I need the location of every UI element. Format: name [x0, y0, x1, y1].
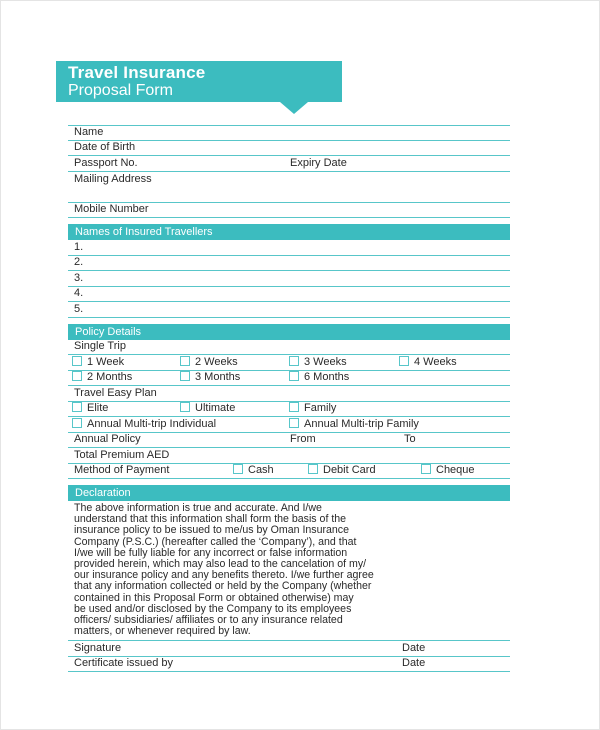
annual-policy-label: Annual Policy	[74, 433, 141, 445]
duration-row-1	[68, 355, 510, 371]
traveller-row[interactable]	[68, 271, 510, 287]
to-label: To	[404, 433, 416, 445]
signature-row[interactable]	[68, 641, 510, 657]
single-trip-label: Single Trip	[74, 340, 126, 352]
traveller-row[interactable]	[68, 302, 510, 318]
signature-date-label: Date	[402, 641, 426, 654]
plan-option-elite[interactable]: Elite	[72, 401, 108, 416]
form-subtitle: Proposal Form	[68, 82, 173, 99]
from-label: From	[290, 433, 316, 445]
address-row[interactable]	[68, 172, 510, 203]
certificate-row[interactable]	[68, 657, 510, 673]
passport-label: Passport No.	[74, 156, 138, 169]
mobile-label: Mobile Number	[74, 203, 149, 215]
signature-label: Signature	[74, 641, 122, 654]
payment-debit-option[interactable]: Debit Card	[308, 463, 376, 478]
declaration-section-header: Declaration	[68, 485, 510, 501]
checkbox-icon[interactable]	[72, 418, 82, 428]
checkbox-icon[interactable]	[180, 356, 190, 366]
annual-policy-row[interactable]	[68, 433, 510, 449]
traveller-row[interactable]	[68, 256, 510, 272]
duration-option[interactable]: 3 Months	[180, 370, 240, 385]
certificate-label: Certificate issued by	[74, 657, 174, 670]
duration-option[interactable]: 6 Months	[289, 370, 349, 385]
checkbox-icon[interactable]	[421, 464, 431, 474]
travellers-section-header: Names of Insured Travellers	[68, 224, 510, 240]
single-trip-row	[68, 340, 510, 356]
traveller-number: 2.	[74, 256, 84, 268]
expiry-label: Expiry Date	[290, 156, 347, 169]
plan-row	[68, 402, 510, 418]
duration-option[interactable]: 2 Weeks	[180, 355, 238, 370]
form-title: Travel Insurance	[68, 63, 206, 82]
traveller-number: 3.	[74, 271, 84, 284]
payment-cash-option[interactable]: Cash	[233, 463, 274, 478]
duration-option[interactable]: 1 Week	[72, 355, 124, 370]
traveller-number: 5.	[74, 302, 84, 315]
checkbox-icon[interactable]	[180, 371, 190, 381]
checkbox-icon[interactable]	[72, 356, 82, 366]
dob-row[interactable]	[68, 141, 510, 157]
traveller-row[interactable]	[68, 240, 510, 256]
certificate-date-label: Date	[402, 657, 426, 670]
checkbox-icon[interactable]	[72, 402, 82, 412]
proposal-form	[68, 125, 510, 672]
duration-option[interactable]: 3 Weeks	[289, 355, 347, 370]
plan-option-family[interactable]: Family	[289, 401, 336, 416]
easy-plan-row	[68, 386, 510, 402]
annual-family-option[interactable]: Annual Multi-trip Family	[289, 417, 419, 432]
easy-plan-label: Travel Easy Plan	[74, 386, 157, 399]
checkbox-icon[interactable]	[289, 418, 299, 428]
traveller-number: 1.	[74, 240, 84, 253]
checkbox-icon[interactable]	[289, 356, 299, 366]
dob-label: Date of Birth	[74, 141, 136, 153]
address-label: Mailing Address	[74, 172, 152, 185]
checkbox-icon[interactable]	[289, 371, 299, 381]
passport-row[interactable]	[68, 156, 510, 172]
payment-row	[68, 464, 510, 480]
premium-row[interactable]	[68, 448, 510, 464]
checkbox-icon[interactable]	[180, 402, 190, 412]
declaration-text: The above information is true and accurate. And I/we understand that this information shall form the basis of the insurance policy to be issued to me/us by Oman Insurance Company (P.S.C.) (hereafter called the ‘Company’), and that I/we will be fully liable for any incorrect or false information provided herein, which may also lead to the cancelation of my/ our insurance policy and any benefits thereto. I/we further agree that any information collected or held by the Company (whether contained in this Proposal Form or obtained otherwise) may be used and/or disclosed by the Company to its employees officers/ subsidiaries/ affiliates or to any insurance related matters, or whenever required by law.	[68, 501, 510, 641]
form-header	[56, 61, 342, 102]
checkbox-icon[interactable]	[289, 402, 299, 412]
checkbox-icon[interactable]	[72, 371, 82, 381]
traveller-number: 4.	[74, 287, 84, 299]
mobile-row[interactable]	[68, 203, 510, 219]
plan-option-ultimate[interactable]: Ultimate	[180, 401, 235, 416]
traveller-row[interactable]	[68, 287, 510, 303]
name-row[interactable]	[68, 125, 510, 141]
duration-option[interactable]: 4 Weeks	[399, 355, 457, 370]
checkbox-icon[interactable]	[233, 464, 243, 474]
duration-option[interactable]: 2 Months	[72, 370, 132, 385]
checkbox-icon[interactable]	[308, 464, 318, 474]
annual-individual-option[interactable]: Annual Multi-trip Individual	[72, 417, 216, 432]
payment-label: Method of Payment	[74, 464, 170, 476]
header-notch	[280, 102, 308, 114]
checkbox-icon[interactable]	[399, 356, 409, 366]
duration-row-2	[68, 371, 510, 387]
premium-label: Total Premium AED	[74, 448, 170, 461]
annual-plan-row	[68, 417, 510, 433]
name-label: Name	[74, 125, 104, 138]
payment-cheque-option[interactable]: Cheque	[421, 463, 475, 478]
policy-section-header: Policy Details	[68, 324, 510, 340]
